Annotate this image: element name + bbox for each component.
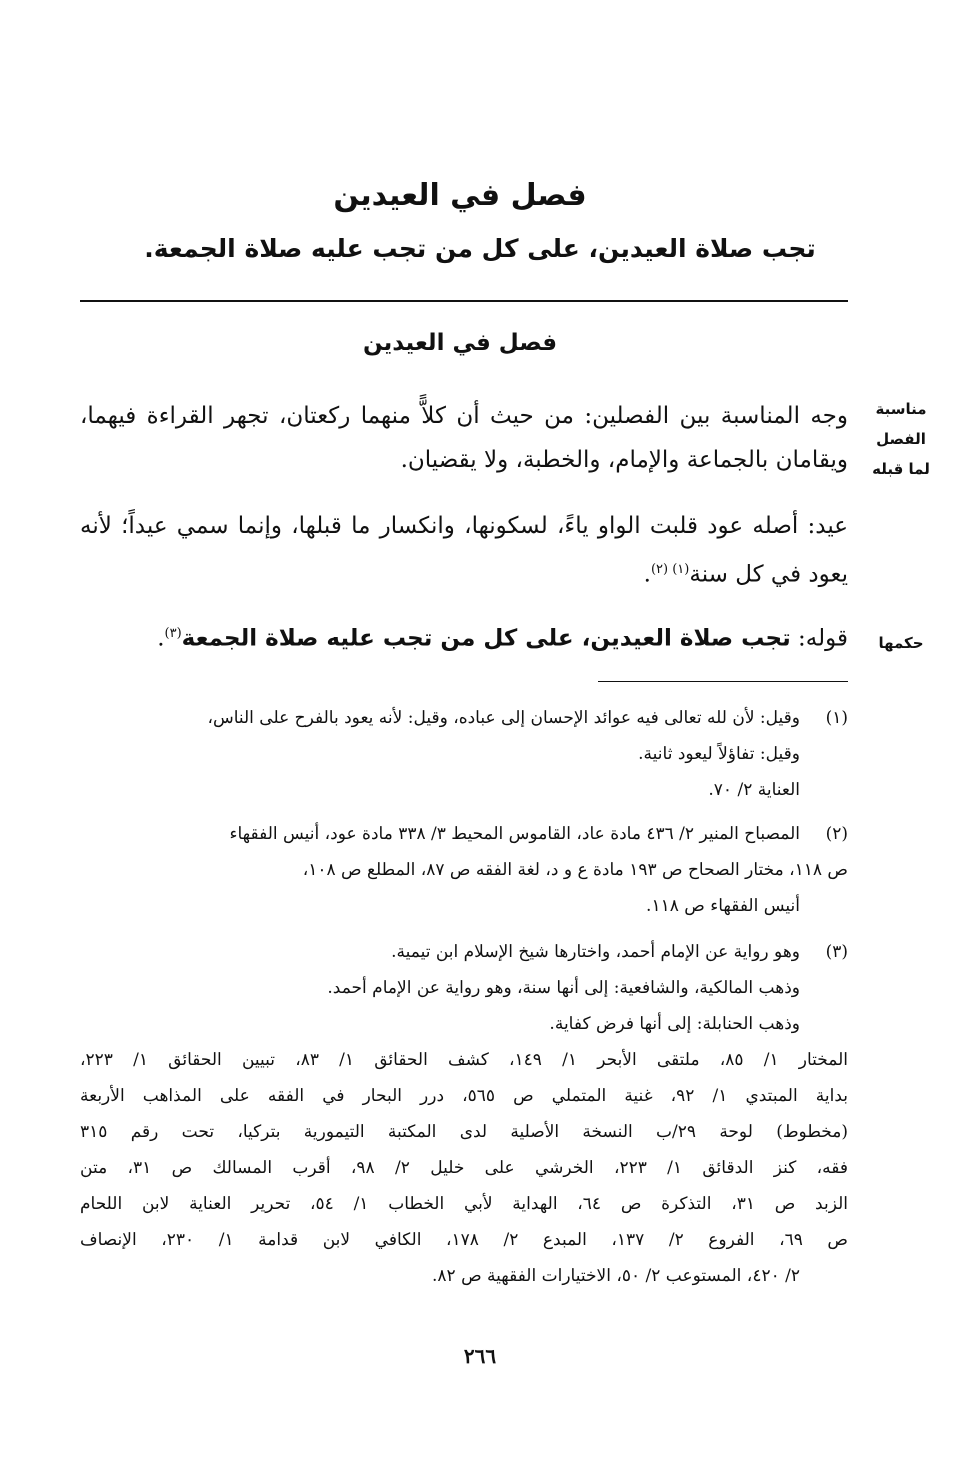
paragraph-text: عيد: أصله عود قلبت الواو ياءً، لسكونها، وانكسار ما قبلها، وإنما سمي عيداً؛ لأنه يعود في كل سنة bbox=[80, 513, 848, 588]
footnote-ref: (١) (٢) bbox=[650, 562, 690, 577]
paragraph-munasaba: وجه المناسبة بين الفصلين: من حيث أن كلاًّ منهما ركعتان، تجهر القراءة فيهما، ويقامان بالجماعة والإمام، والخطبة، ولا يقضيان. bbox=[80, 403, 848, 473]
footnote-2 bbox=[80, 816, 848, 924]
footnote-divider bbox=[598, 681, 848, 682]
footnote-references bbox=[80, 1042, 848, 1294]
paragraph-end: . bbox=[643, 561, 651, 588]
header-divider bbox=[80, 300, 848, 302]
paragraph-end: . bbox=[157, 625, 165, 652]
footnote-line: وذهب المالكية، والشافعية: إلى أنها سنة، وهو رواية عن الإمام أحمد. bbox=[327, 978, 800, 998]
margin-note-munasaba bbox=[856, 394, 946, 484]
footnote-line: ص ١١٨، مختار الصحاح ص ١٩٣ مادة ع و د، لغة الفقه ص ٨٧، المطلع ص ١٠٨، bbox=[302, 860, 848, 880]
footnote-line: أنيس الفقهاء ص ١١٨. bbox=[646, 896, 800, 916]
footnote-number: (١) bbox=[825, 708, 848, 728]
margin-note-hukm: حكمها bbox=[878, 634, 924, 652]
chapter-title: فصل في العيدين bbox=[333, 178, 587, 213]
margin-note-line: الفصل bbox=[876, 430, 926, 448]
paragraph-ruling bbox=[80, 612, 848, 661]
ruling-matn: تجب صلاة العيدين، على كل من تجب عليه صلاة الجمعة bbox=[181, 625, 791, 652]
ruling-lead: قوله: bbox=[798, 625, 848, 652]
section-heading: فصل في العيدين bbox=[362, 330, 558, 356]
reference-line: بداية المبتدي ١/ ٩٢، غنية المتملي ص ٥٦٥، درر البحار في الفقه على المذاهب الأربعة bbox=[80, 1086, 848, 1106]
footnote-line: العناية ٢/ ٧٠. bbox=[708, 780, 800, 800]
footnote-ref: (٣) bbox=[164, 626, 182, 641]
reference-line: المختار ١/ ٨٥، ملتقى الأبحر ١/ ١٤٩، كشف الحقائق ١/ ٨٣، تبيين الحقائق ١/ ٢٢٣، bbox=[80, 1050, 848, 1070]
footnote-3 bbox=[80, 934, 848, 1294]
reference-line: ٢/ ٤٢٠، المستوعب ٢/ ٥٠، الاختيارات الفقهية ص ٨٢. bbox=[432, 1266, 800, 1286]
reference-line: الزبد ص ٣١، التذكرة ص ٦٤، الهداية لأبي الخطاب ١/ ٥٤، تحرير العناية لابن اللحام bbox=[80, 1194, 848, 1214]
reference-line: ص ٦٩، الفروع ٢/ ١٣٧، المبدع ٢/ ١٧٨، الكافي لابن قدامة ١/ ٢٣٠، الإنصاف bbox=[80, 1230, 848, 1250]
footnote-line: المصباح المنير ٢/ ٤٣٦ مادة عاد، القاموس المحيط ٣/ ٣٣٨ مادة عود، أنيس الفقهاء bbox=[229, 824, 800, 844]
footnote-line: وهو رواية عن الإمام أحمد، واختارها شيخ الإسلام ابن تيمية. bbox=[391, 942, 800, 962]
footnote-number: (٣) bbox=[825, 942, 848, 962]
footnote-number: (٢) bbox=[825, 824, 848, 844]
margin-note-line: مناسبة bbox=[875, 400, 927, 418]
footnote-line: وقيل: لأن لله تعالى فيه عوائد الإحسان إلى عباده، وقيل: لأنه يعود بالفرح على الناس، bbox=[207, 708, 800, 728]
reference-line: (مخطوط) لوحة ٢٩/ب النسخة الأصلية لدى المكتبة التيمورية بتركيا، تحت رقم ٣١٥ bbox=[80, 1122, 848, 1142]
footnote-line: وذهب الحنابلة: إلى أنها فرض كفاية. bbox=[549, 1014, 800, 1034]
paragraph-eid-definition bbox=[80, 504, 848, 597]
chapter-matn-text: تجب صلاة العيدين، على كل من تجب عليه صلاة الجمعة. bbox=[144, 234, 816, 263]
footnote-1 bbox=[80, 700, 848, 808]
page-number: ٢٦٦ bbox=[463, 1344, 497, 1368]
margin-note-line: لما قبله bbox=[872, 460, 930, 478]
footnote-line: وقيل: تفاؤلاً ليعود ثانية. bbox=[638, 744, 800, 764]
reference-line: فقه، كنز الدقائق ١/ ٢٢٣، الخرشي على خليل ٢/ ٩٨، أقرب المسالك ص ٣١، متن bbox=[80, 1158, 848, 1178]
